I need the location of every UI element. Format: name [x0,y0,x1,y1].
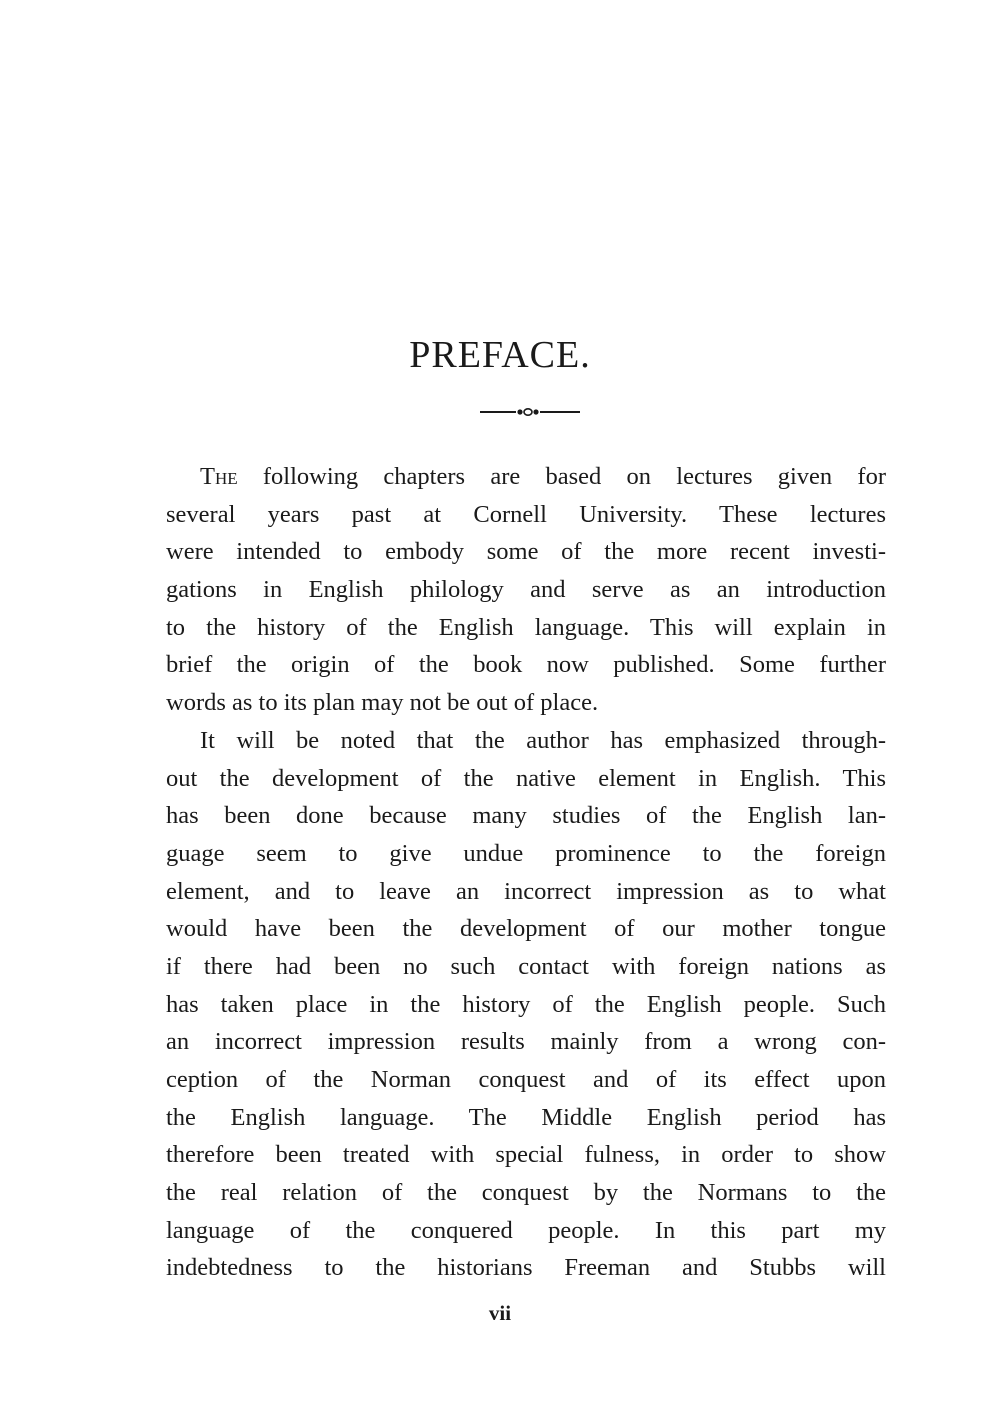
page-number: vii [488,1301,512,1325]
text-line: gations in English philology and serve as an introduction [166,576,886,604]
text-line: out the development of the native element in English. This [166,764,886,792]
title-ornament [480,405,580,419]
paragraph-1 [166,458,886,722]
text-line: indebtedness to the historians Freeman and Stubbs will [166,1254,886,1282]
text-line: ception of the Norman conquest and of its effect upon [166,1066,886,1093]
text-line: were intended to embody some of the more recent investi- [166,538,886,566]
text-line: therefore been treated with special fulness, in order to show [166,1141,886,1169]
text-line: guage seem to give undue prominence to the foreign [166,839,886,867]
text-line: brief the origin of the book now published. Some further [166,651,886,679]
text-line: language of the conquered people. In this part my [166,1216,886,1244]
page-title: PREFACE. [409,334,591,376]
text-line: has been done because many studies of the English lan- [166,802,886,830]
text-line: an incorrect impression results mainly from a wrong con- [166,1028,886,1056]
text-line: It will be noted that the author has emphasized through- [200,726,886,754]
text-line: would have been the development of our mother tongue [166,915,886,943]
text-line: The following chapters are based on lectures given for [200,463,886,490]
paragraph-2 [166,722,886,1287]
text-line: the real relation of the conquest by the Normans to the [166,1179,886,1207]
text-line: words as to its plan may not be out of place. [166,689,599,717]
text-line: to the history of the English language. This will explain in [166,613,886,641]
opening-word: The [200,463,238,490]
text-line: if there had been no such contact with foreign nations as [166,952,886,980]
preface-text [166,458,886,1287]
text-line: several years past at Cornell University. These lectures [166,500,886,528]
text-line: element, and to leave an incorrect impression as to what [166,877,886,905]
text-line: has taken place in the history of the English people. Such [166,990,886,1018]
text-line: the English language. The Middle English period has [166,1103,886,1131]
